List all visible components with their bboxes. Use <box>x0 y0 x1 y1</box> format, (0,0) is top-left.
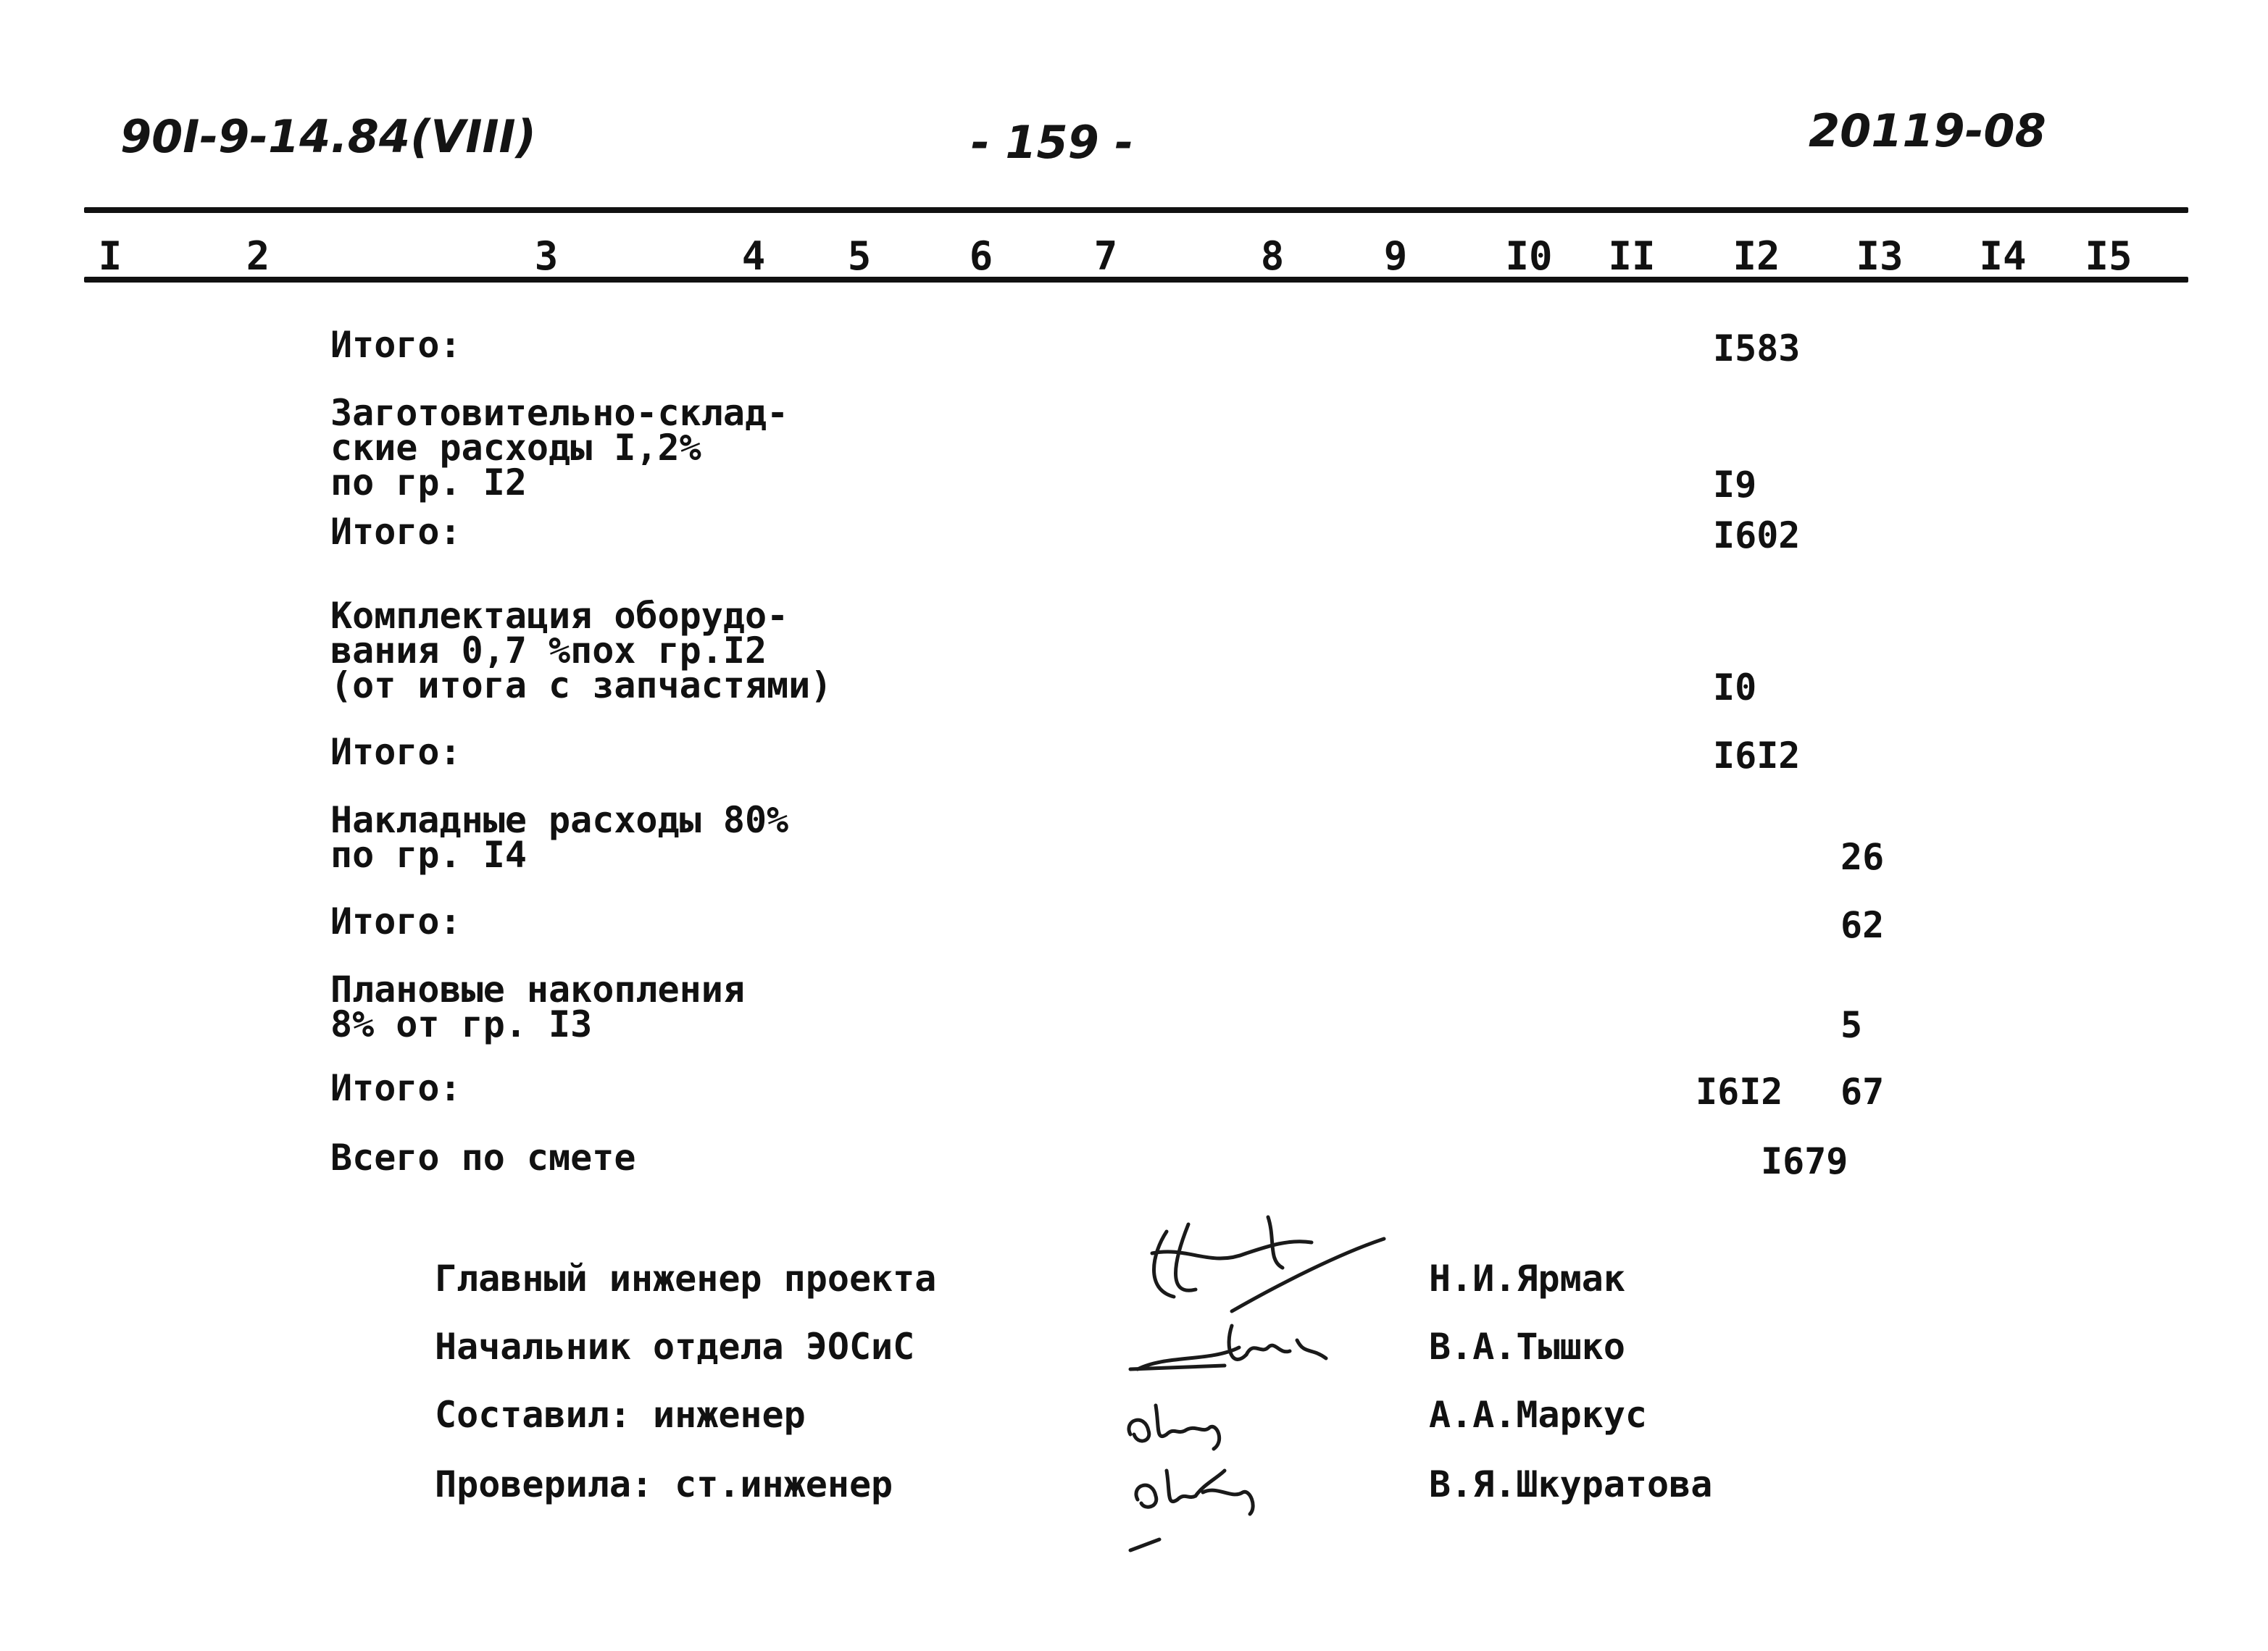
row-label <box>330 392 789 503</box>
signer-name: В.А.Тышко <box>1429 1326 1625 1368</box>
signer-name: Н.И.Ярмак <box>1429 1258 1625 1300</box>
column-number: II <box>1608 233 1656 279</box>
signer-role: Начальник отдела ЭОСиС <box>435 1326 915 1368</box>
sheet-code: 20119-08 <box>1809 104 2046 157</box>
column-number: I5 <box>2085 233 2132 279</box>
signature-department-head <box>1123 1297 1341 1384</box>
column-number: 5 <box>847 233 872 279</box>
col12-value: I602 <box>1713 514 1801 556</box>
total-value: I679 <box>1761 1140 1848 1182</box>
column-number: I3 <box>1856 233 1904 279</box>
col13-value: 62 <box>1840 904 1885 946</box>
row-label-line: ские расходы I,2% <box>330 427 701 469</box>
document-code: 90I-9-14.84(VIII) <box>120 110 536 163</box>
col12-value: I6I2 <box>1713 735 1801 777</box>
row-label: Итого: <box>330 731 462 773</box>
signer-role: Составил: инженер <box>435 1394 806 1436</box>
signature-senior-engineer <box>1116 1442 1304 1565</box>
column-number: 6 <box>969 233 993 279</box>
row-label-line: вания 0,7 %пох гр.I2 <box>330 630 767 672</box>
column-number: 2 <box>246 233 270 279</box>
row-label-line: Плановые накопления <box>330 969 745 1011</box>
row-label-line: Заготовительно-склад- <box>330 392 789 434</box>
column-number: 8 <box>1260 233 1285 279</box>
column-number: 9 <box>1383 233 1408 279</box>
page-number: - 159 - <box>971 116 1134 169</box>
column-number: I0 <box>1505 233 1553 279</box>
row-label: Итого: <box>330 511 462 553</box>
row-label-line: по гр. I2 <box>330 461 527 503</box>
row-label-line: по гр. I4 <box>330 834 527 876</box>
row-label-line: 8% от гр. I3 <box>330 1003 593 1045</box>
row-label: Итого: <box>330 900 462 942</box>
col13-value: 67 <box>1840 1071 1885 1113</box>
header-rule-top <box>84 207 2188 213</box>
column-number: I4 <box>1979 233 2027 279</box>
row-label <box>330 595 833 706</box>
col12-value: I583 <box>1713 327 1801 369</box>
col12-value: I9 <box>1713 464 1757 506</box>
row-label <box>330 969 745 1045</box>
row-label: Итого: <box>330 1067 462 1109</box>
column-number: I <box>98 233 122 279</box>
row-label: Итого: <box>330 324 462 366</box>
signer-name: В.Я.Шкуратова <box>1429 1463 1713 1505</box>
column-number: 4 <box>741 233 766 279</box>
signer-name: А.А.Маркус <box>1429 1394 1648 1436</box>
signer-role: Главный инженер проекта <box>435 1258 937 1300</box>
col12-value: I6I2 <box>1696 1071 1783 1113</box>
column-number: 3 <box>534 233 559 279</box>
col13-value: 5 <box>1840 1004 1863 1046</box>
row-label-line: Комплектация оборудо- <box>330 595 789 637</box>
column-number: I2 <box>1733 233 1780 279</box>
col12-value: I0 <box>1713 666 1757 709</box>
col13-value: 26 <box>1840 836 1885 878</box>
row-label-line: Накладные расходы 80% <box>330 799 789 841</box>
column-number: 7 <box>1093 233 1118 279</box>
row-label <box>330 799 789 876</box>
total-label: Всего по смете <box>330 1137 636 1179</box>
row-label-line: (от итога с запчастями) <box>330 664 833 706</box>
signer-role: Проверила: ст.инженер <box>435 1463 893 1505</box>
